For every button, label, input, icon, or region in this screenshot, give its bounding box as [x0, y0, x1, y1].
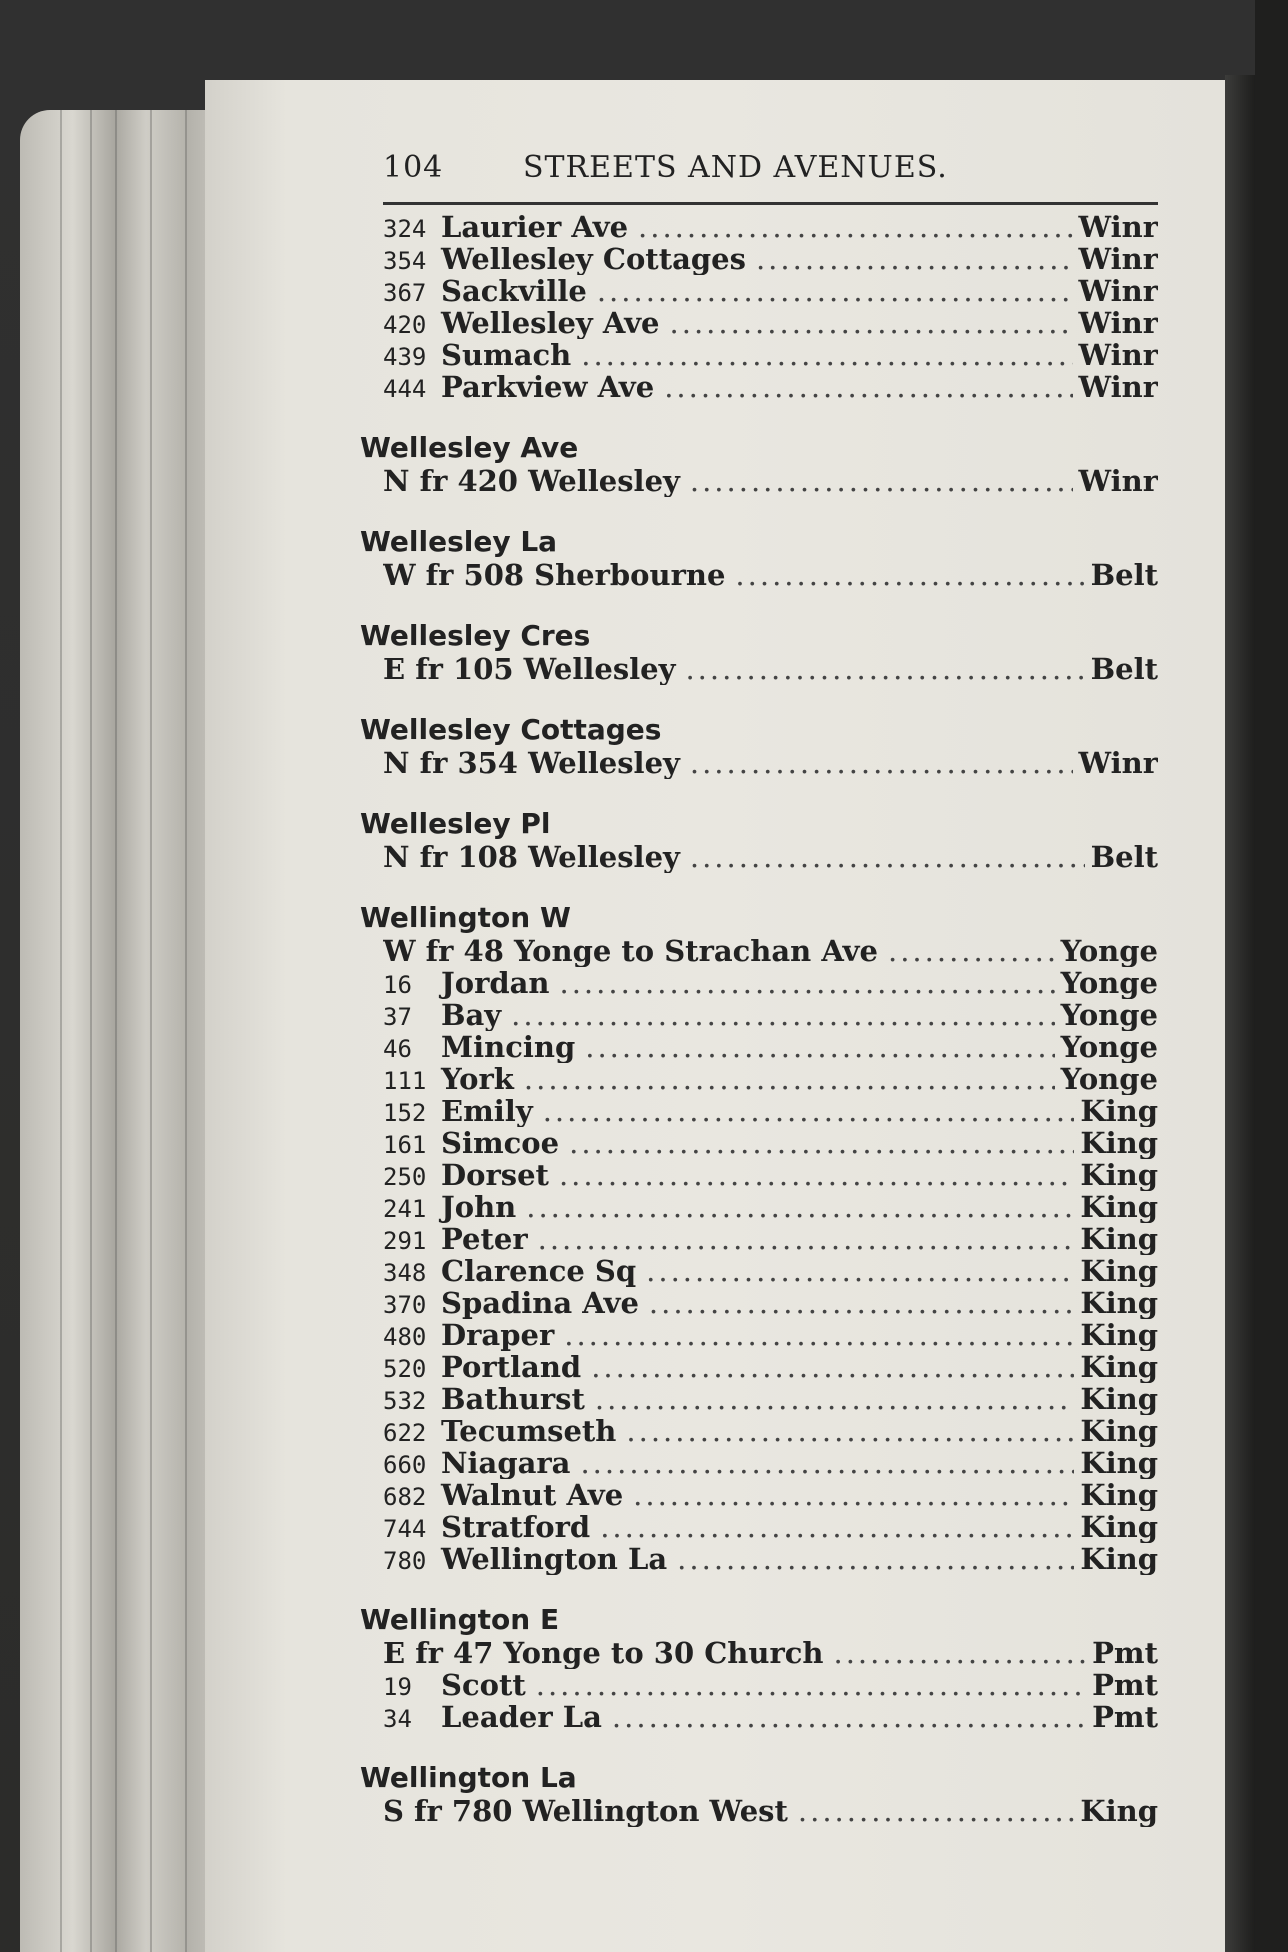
- street-heading: Wellesley Cres: [360, 619, 591, 652]
- leader-dots: [888, 935, 1055, 967]
- cross-street-row: [383, 1479, 1158, 1511]
- district-label: Winr: [1078, 211, 1158, 243]
- cross-street-row: [383, 307, 1158, 339]
- street-name: Bay: [441, 999, 502, 1031]
- street-name: Laurier Ave: [441, 211, 629, 243]
- cross-street-row: [383, 967, 1158, 999]
- district-label: Winr: [1078, 465, 1158, 497]
- street-block: [360, 901, 1158, 1575]
- street-number: 152: [383, 1099, 427, 1127]
- street-heading: Wellington W: [360, 901, 571, 934]
- street-number: 744: [383, 1515, 427, 1543]
- district-label: King: [1080, 1223, 1158, 1255]
- street-name: N fr 420 Wellesley: [383, 465, 680, 497]
- street-name: Sumach: [441, 339, 572, 371]
- street-name: Bathurst: [441, 1383, 585, 1415]
- street-name: Dorset: [441, 1159, 549, 1191]
- leader-dots: [798, 1795, 1075, 1827]
- leader-dots: [646, 1255, 1074, 1287]
- leader-dots: [559, 1159, 1074, 1191]
- street-number: 622: [383, 1419, 427, 1447]
- street-number: 367: [383, 279, 427, 307]
- district-label: Yonge: [1060, 1031, 1158, 1063]
- street-heading: Wellesley La: [360, 525, 558, 558]
- street-number: 348: [383, 1259, 427, 1287]
- street-block: [360, 1761, 1158, 1827]
- cross-street-row: [383, 1669, 1158, 1701]
- cross-street-row: [383, 1287, 1158, 1319]
- leader-dots: [595, 1383, 1075, 1415]
- street-number: 439: [383, 343, 427, 371]
- street-name: Scott: [441, 1669, 526, 1701]
- district-label: King: [1080, 1287, 1158, 1319]
- street-directory: [360, 211, 1158, 1827]
- street-number: 111: [383, 1067, 427, 1095]
- street-number: 780: [383, 1547, 427, 1575]
- page-spine-shadow: [1225, 75, 1255, 1952]
- district-label: Winr: [1078, 371, 1158, 403]
- street-name: Jordan: [441, 967, 550, 999]
- street-heading: Wellesley Ave: [360, 431, 579, 464]
- street-description-row: [383, 1637, 1158, 1669]
- cross-street-row: [383, 1255, 1158, 1287]
- street-heading: Wellesley Pl: [360, 807, 551, 840]
- street-block: [360, 619, 1158, 685]
- leader-dots: [536, 1669, 1086, 1701]
- district-label: Belt: [1090, 653, 1158, 685]
- leader-dots: [538, 1223, 1075, 1255]
- district-label: King: [1080, 1543, 1158, 1575]
- district-label: Belt: [1090, 559, 1158, 591]
- street-number: 370: [383, 1291, 427, 1319]
- street-block: [360, 807, 1158, 873]
- district-label: King: [1080, 1383, 1158, 1415]
- district-label: King: [1080, 1415, 1158, 1447]
- district-label: Pmt: [1092, 1701, 1158, 1733]
- district-label: King: [1080, 1447, 1158, 1479]
- street-name: York: [441, 1063, 514, 1095]
- cross-street-row: [383, 1511, 1158, 1543]
- street-name: Stratford: [441, 1511, 591, 1543]
- cross-street-row: [383, 1063, 1158, 1095]
- leader-dots: [526, 1191, 1074, 1223]
- cross-street-row: [383, 243, 1158, 275]
- street-name: Walnut Ave: [441, 1479, 624, 1511]
- leader-dots: [581, 339, 1072, 371]
- cross-street-row: [383, 1447, 1158, 1479]
- street-number: 34: [383, 1705, 412, 1733]
- page-content: [360, 150, 1158, 1827]
- cross-street-row: [383, 1543, 1158, 1575]
- leader-dots: [524, 1063, 1055, 1095]
- page-stack-edges: [20, 110, 230, 1952]
- leader-dots: [690, 841, 1085, 873]
- street-number: 16: [383, 971, 412, 999]
- district-label: Yonge: [1060, 999, 1158, 1031]
- district-label: Yonge: [1060, 967, 1158, 999]
- street-name: Portland: [441, 1351, 582, 1383]
- cross-street-row: [383, 999, 1158, 1031]
- street-name: Clarence Sq: [441, 1255, 637, 1287]
- street-name: Niagara: [441, 1447, 571, 1479]
- leader-dots: [670, 307, 1073, 339]
- street-number: 161: [383, 1131, 427, 1159]
- street-name: S fr 780 Wellington West: [383, 1795, 788, 1827]
- street-number: 420: [383, 311, 427, 339]
- leader-dots: [600, 1511, 1074, 1543]
- street-number: 682: [383, 1483, 427, 1511]
- street-number: 324: [383, 215, 427, 243]
- cross-street-row: [383, 1191, 1158, 1223]
- district-label: King: [1080, 1351, 1158, 1383]
- street-number: 532: [383, 1387, 427, 1415]
- street-name: John: [441, 1191, 517, 1223]
- scan-border: [1255, 0, 1288, 1952]
- cross-street-row: [383, 211, 1158, 243]
- street-name: Tecumseth: [441, 1415, 617, 1447]
- district-label: King: [1080, 1095, 1158, 1127]
- street-number: 520: [383, 1355, 427, 1383]
- street-description-row: [383, 559, 1158, 591]
- street-block: [360, 1603, 1158, 1733]
- leader-dots: [834, 1637, 1087, 1669]
- header-rule: [383, 202, 1158, 205]
- cross-street-row: [383, 1159, 1158, 1191]
- leader-dots: [626, 1415, 1074, 1447]
- district-label: Winr: [1078, 275, 1158, 307]
- leader-dots: [690, 747, 1073, 779]
- street-heading: Wellington E: [360, 1603, 560, 1636]
- district-label: King: [1080, 1159, 1158, 1191]
- street-block: [383, 211, 1158, 403]
- cross-street-row: [383, 339, 1158, 371]
- leader-dots: [543, 1095, 1075, 1127]
- leader-dots: [580, 1447, 1074, 1479]
- leader-dots: [612, 1701, 1086, 1733]
- street-block: [360, 525, 1158, 591]
- street-description-row: [383, 935, 1158, 967]
- leader-dots: [633, 1479, 1074, 1511]
- district-label: King: [1080, 1255, 1158, 1287]
- street-name: N fr 108 Wellesley: [383, 841, 680, 873]
- district-label: King: [1080, 1479, 1158, 1511]
- street-name: W fr 508 Sherbourne: [383, 559, 726, 591]
- street-name: Draper: [441, 1319, 555, 1351]
- cross-street-row: [383, 1319, 1158, 1351]
- street-block: [360, 431, 1158, 497]
- page-title: STREETS AND AVENUES.: [523, 150, 948, 185]
- district-label: King: [1080, 1319, 1158, 1351]
- leader-dots: [511, 999, 1055, 1031]
- street-name: E fr 105 Wellesley: [383, 653, 676, 685]
- leader-dots: [756, 243, 1073, 275]
- cross-street-row: [383, 275, 1158, 307]
- street-name: Wellington La: [441, 1543, 668, 1575]
- leader-dots: [569, 1127, 1074, 1159]
- district-label: Pmt: [1092, 1669, 1158, 1701]
- street-description-row: [383, 653, 1158, 685]
- leader-dots: [585, 1031, 1054, 1063]
- district-label: King: [1080, 1511, 1158, 1543]
- leader-dots: [690, 465, 1073, 497]
- leader-dots: [677, 1543, 1074, 1575]
- leader-dots: [564, 1319, 1074, 1351]
- street-name: Peter: [441, 1223, 528, 1255]
- page-number: 104: [383, 150, 444, 185]
- street-name: Wellesley Cottages: [441, 243, 746, 275]
- district-label: Winr: [1078, 339, 1158, 371]
- street-number: 354: [383, 247, 427, 275]
- cross-street-row: [383, 1095, 1158, 1127]
- street-name: Parkview Ave: [441, 371, 655, 403]
- street-description-row: [383, 841, 1158, 873]
- leader-dots: [685, 653, 1084, 685]
- district-label: King: [1080, 1127, 1158, 1159]
- district-label: Winr: [1078, 243, 1158, 275]
- street-block: [360, 713, 1158, 779]
- cross-street-row: [383, 1701, 1158, 1733]
- district-label: Yonge: [1060, 1063, 1158, 1095]
- street-description-row: [383, 1795, 1158, 1827]
- street-name: Mincing: [441, 1031, 576, 1063]
- street-heading: Wellington La: [360, 1761, 577, 1794]
- street-number: 19: [383, 1673, 412, 1701]
- leader-dots: [560, 967, 1055, 999]
- street-name: N fr 354 Wellesley: [383, 747, 680, 779]
- street-heading: Wellesley Cottages: [360, 713, 662, 746]
- cross-street-row: [383, 1127, 1158, 1159]
- street-number: 291: [383, 1227, 427, 1255]
- cross-street-row: [383, 371, 1158, 403]
- street-description-row: [383, 465, 1158, 497]
- street-number: 37: [383, 1003, 412, 1031]
- street-number: 46: [383, 1035, 412, 1063]
- street-name: Emily: [441, 1095, 533, 1127]
- street-number: 480: [383, 1323, 427, 1351]
- district-label: Winr: [1078, 307, 1158, 339]
- district-label: King: [1080, 1795, 1158, 1827]
- district-label: Pmt: [1092, 1637, 1158, 1669]
- street-description-row: [383, 747, 1158, 779]
- district-label: Yonge: [1060, 935, 1158, 967]
- cross-street-row: [383, 1223, 1158, 1255]
- street-name: W fr 48 Yonge to Strachan Ave: [383, 935, 878, 967]
- leader-dots: [735, 559, 1084, 591]
- cross-street-row: [383, 1031, 1158, 1063]
- district-label: King: [1080, 1191, 1158, 1223]
- street-name: Leader La: [441, 1701, 602, 1733]
- street-number: 250: [383, 1163, 427, 1191]
- cross-street-row: [383, 1415, 1158, 1447]
- leader-dots: [649, 1287, 1075, 1319]
- street-name: E fr 47 Yonge to 30 Church: [383, 1637, 824, 1669]
- street-name: Spadina Ave: [441, 1287, 639, 1319]
- cross-street-row: [383, 1351, 1158, 1383]
- street-name: Sackville: [441, 275, 587, 307]
- leader-dots: [664, 371, 1072, 403]
- street-number: 241: [383, 1195, 427, 1223]
- district-label: Winr: [1078, 747, 1158, 779]
- leader-dots: [591, 1351, 1074, 1383]
- street-number: 660: [383, 1451, 427, 1479]
- street-name: Simcoe: [441, 1127, 560, 1159]
- street-name: Wellesley Ave: [441, 307, 660, 339]
- cross-street-row: [383, 1383, 1158, 1415]
- leader-dots: [638, 211, 1073, 243]
- page-header: [383, 150, 1158, 194]
- leader-dots: [597, 275, 1073, 307]
- district-label: Belt: [1090, 841, 1158, 873]
- street-number: 444: [383, 375, 427, 403]
